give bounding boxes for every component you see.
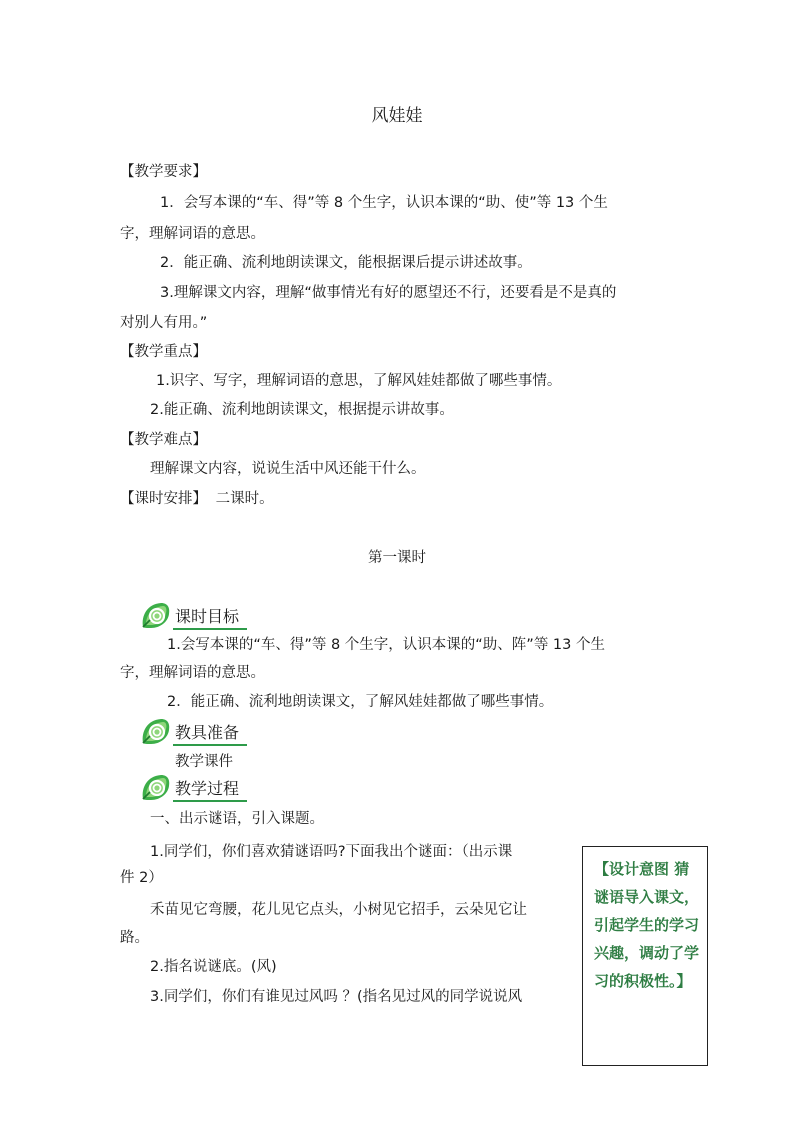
- lesson-title: 第一课时: [368, 550, 426, 566]
- materials-item: 教学课件: [175, 754, 233, 770]
- difficulty-1: 理解课文内容，说说生活中风还能干什么。: [150, 461, 426, 477]
- process-paragraph-2-line-1: 禾苗见它弯腰，花儿见它点头，小树见它招手，云朵见它让: [150, 902, 527, 918]
- goal-1-line-2: 字，理解词语的意思。: [120, 665, 265, 681]
- process-paragraph-2-line-2: 路。: [120, 930, 149, 946]
- design-note-text: 【设计意图 猜谜语导入课文，引起学生的学习兴趣，调动了学习的积极性。】: [594, 860, 700, 990]
- key-points-heading: 【教学重点】: [120, 344, 207, 360]
- leaf-swirl-icon: [139, 772, 171, 802]
- key-point-2: 2.能正确、流利地朗读课文，根据提示讲故事。: [150, 402, 454, 418]
- goal-1-line-1: 1.会写本课的“车、得”等 8 个生字，认识本课的“助、阵”等 13 个生: [167, 637, 605, 653]
- leaf-swirl-icon: [139, 600, 171, 630]
- schedule-heading: 【课时安排】: [120, 491, 207, 507]
- process-step-1: 一、出示谜语，引入课题。: [150, 811, 324, 827]
- page-title: 风娃娃: [371, 106, 423, 126]
- process-heading: 教学过程: [173, 779, 247, 802]
- goals-heading: 课时目标: [173, 607, 247, 630]
- requirement-3-line-2: 对别人有用。”: [120, 315, 208, 331]
- design-note-box: [582, 846, 708, 1066]
- requirements-heading: 【教学要求】: [120, 164, 207, 180]
- materials-heading: 教具准备: [173, 723, 247, 746]
- schedule-value: 二课时。: [215, 491, 274, 507]
- goals-section-header: [139, 600, 247, 630]
- process-paragraph-1-line-2: 件 2）: [120, 870, 163, 886]
- leaf-swirl-icon: [139, 716, 171, 746]
- schedule-row: [120, 487, 274, 508]
- difficulties-heading: 【教学难点】: [120, 432, 207, 448]
- process-paragraph-1-line-1: 1.同学们，你们喜欢猜谜语吗?下面我出个谜面：（出示课: [150, 844, 513, 860]
- requirement-2: 2．能正确、流利地朗读课文，能根据课后提示讲述故事。: [160, 255, 532, 271]
- key-point-1: 1.识字、写字，理解词语的意思，了解风娃娃都做了哪些事情。: [156, 373, 562, 389]
- process-paragraph-3: 2.指名说谜底。(风): [150, 959, 277, 975]
- requirement-1-line-2: 字，理解词语的意思。: [120, 226, 265, 242]
- requirement-1-line-1: 1．会写本课的“车、得”等 8 个生字，认识本课的“助、使”等 13 个生: [160, 195, 608, 211]
- materials-section-header: [139, 716, 247, 746]
- process-paragraph-4: 3.同学们，你们有谁见过风吗 ？(指名见过风的同学说说风: [150, 989, 523, 1005]
- process-section-header: [139, 772, 247, 802]
- goal-2: 2．能正确、流利地朗读课文，了解风娃娃都做了哪些事情。: [167, 694, 554, 710]
- requirement-3-line-1: 3.理解课文内容，理解“做事情光有好的愿望还不行，还要看是不是真的: [160, 285, 617, 301]
